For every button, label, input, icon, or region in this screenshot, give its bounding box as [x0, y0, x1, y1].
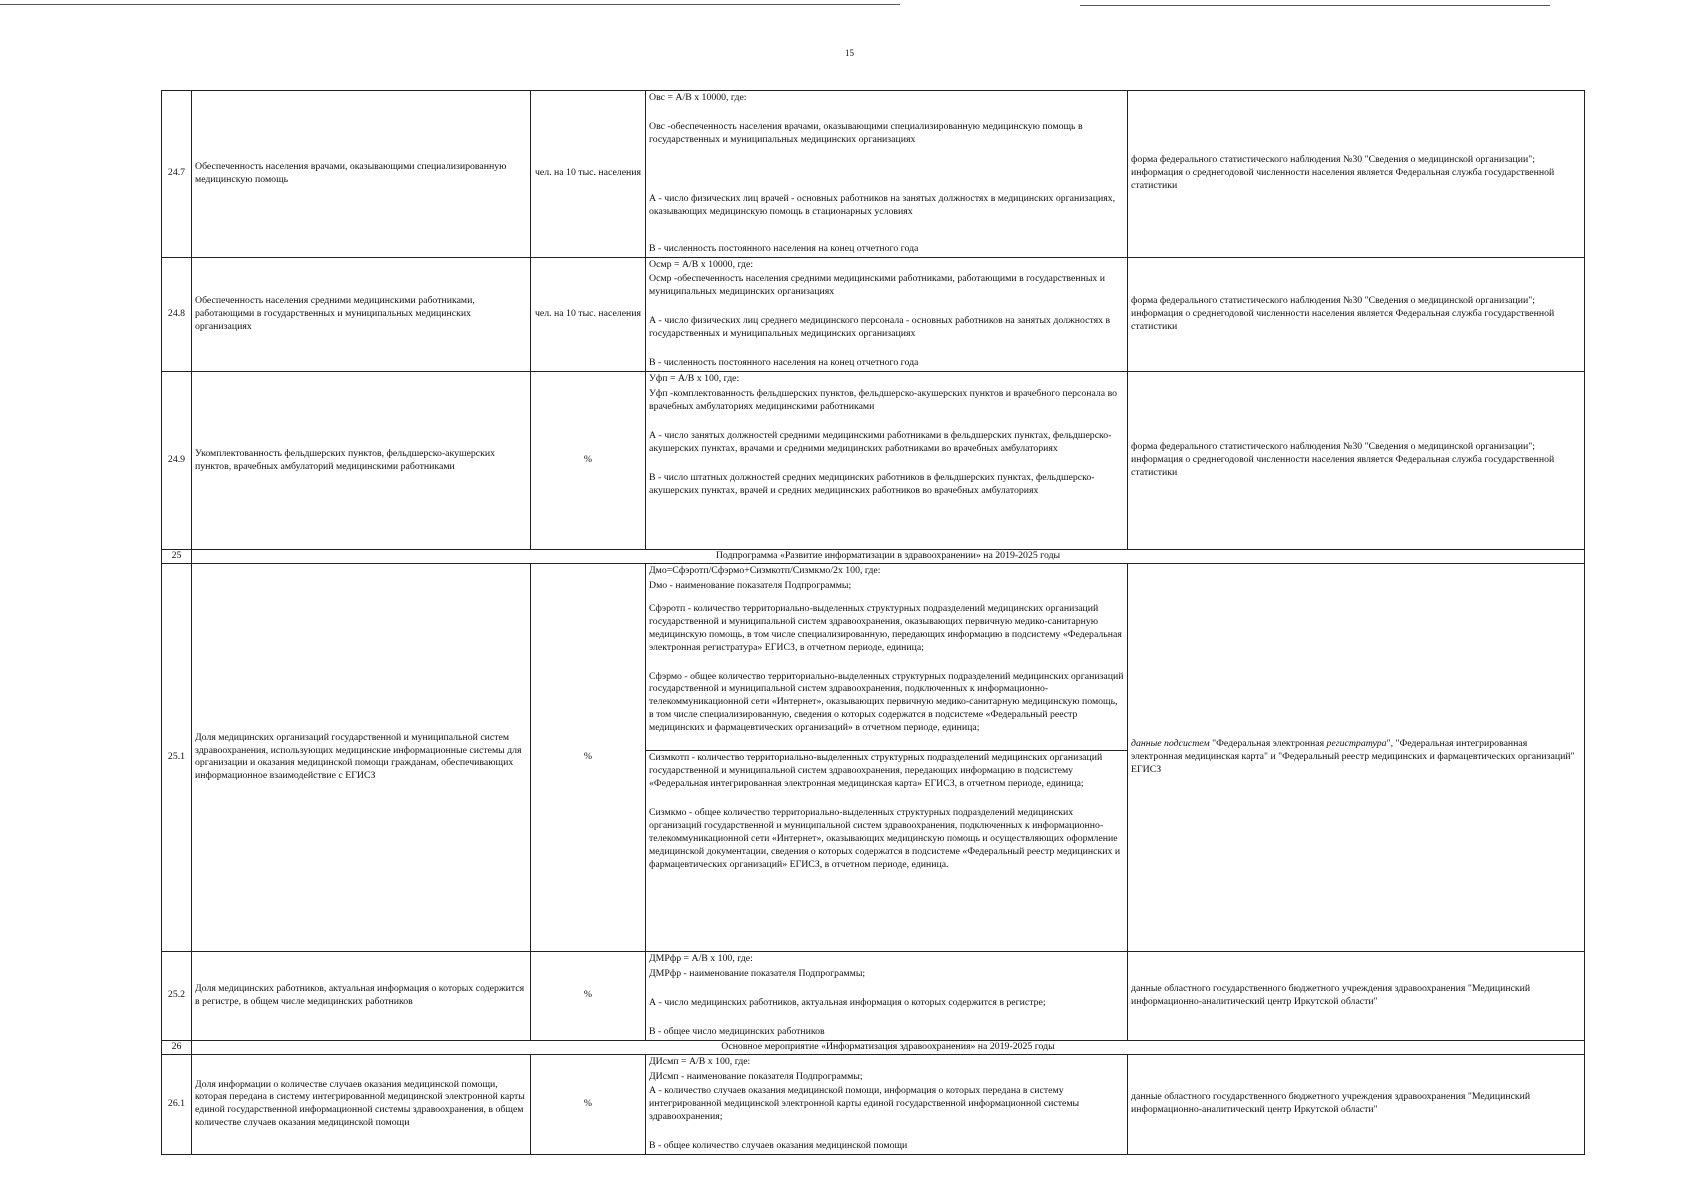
indicator-name: Доля информации о количестве случаев оказания медицинской помощи, которая передана в систему интегрированной медицинской электронной карты единой государственной информационной системы здравоохранения, в общем количестве случаев оказания медицинской помощи [192, 1054, 531, 1155]
formula-line: Осмр -обеспеченность населения средними медицинскими работниками, работающими в государственных и муниципальных медицинских организациях [649, 273, 1105, 298]
row-number: 24.9 [162, 372, 192, 550]
unit-of-measure: чел. на 10 тыс. населения [531, 257, 646, 372]
data-source: форма федерального статистического наблюдения №30 "Сведения о медицинской организации"; информация о среднегодовой численности населения является Федеральная служба государственной статистики [1128, 372, 1585, 550]
scan-line [0, 4, 900, 5]
formula-line: Овс = А/В х 10000, где: [649, 92, 747, 103]
formula-line: В - численность постоянного населения на конец отчетного года [649, 242, 919, 254]
section-number: 26 [162, 1040, 192, 1054]
page-number: 15 [845, 48, 854, 58]
calculation-method [646, 372, 1128, 550]
formula-line: Уфп = А/В х 100, где: [649, 373, 740, 385]
data-source: данные подсистем "Федеральная электронная регистратура", "Федеральная интегрированная электронная медицинская карта" и "Федеральный реестр медицинских и фармацевтических организаций" ЕГИСЗ [1128, 563, 1585, 951]
row-number: 25.1 [162, 563, 192, 951]
formula-line: А - число медицинских работников, актуальная информация о которых содержится в регистре; [649, 996, 1046, 1008]
table-row [162, 257, 1585, 372]
unit-of-measure: чел. на 10 тыс. населения [531, 91, 646, 258]
unit-of-measure: % [531, 1054, 646, 1155]
indicator-name: Доля медицинских работников, актуальная информация о которых содержится в регистре, в общем числе медицинских работников [192, 951, 531, 1040]
formula-line: А - число занятых должностей средними медицинскими работниками в фельдшерских пунктах, фельдшерско-акушерских пунктах, врачами и средними медицинских работниками во врачебных амбулаториях [649, 429, 1112, 454]
row-number: 25.2 [162, 951, 192, 1040]
formula-line: ДМРфр - наименование показателя Подпрограммы; [649, 967, 866, 979]
unit-of-measure: % [531, 563, 646, 951]
row-number: 24.7 [162, 91, 192, 258]
section-row [162, 550, 1585, 564]
row-number: 24.8 [162, 257, 192, 372]
table-row [162, 951, 1585, 1040]
table-row [162, 1054, 1585, 1155]
section-number: 25 [162, 550, 192, 564]
calculation-method [646, 91, 1128, 258]
scan-line [1080, 5, 1550, 6]
indicator-name: Обеспеченность населения врачами, оказывающими специализированную медицинскую помощь [192, 91, 531, 258]
indicator-name: Укомплектованность фельдшерских пунктов, фельдшерско-акушерских пунктов, врачебных амбулаторий медицинскими работниками [192, 372, 531, 550]
formula-line: Сизмкотп - количество территориально-выделенных структурных подразделений медицинских организаций государственной и муниципальной систем здравоохранения, передающих информацию в подсистему «Федеральная интегрированная электронная медицинская карта» ЕГИСЗ, в отчетном периоде, единица; [646, 750, 1127, 792]
calculation-method [646, 1054, 1128, 1155]
formula-line: В - общее число медицинских работников [649, 1025, 825, 1037]
formula-line: В - численность постоянного населения на конец отчетного года [649, 357, 919, 369]
table-row [162, 563, 1585, 951]
indicator-name: Доля медицинских организаций государственной и муниципальной систем здравоохранения, использующих медицинские информационные системы для организации и оказания медицинской помощи гражданам, обеспечивающих информационное взаимодействие с ЕГИСЗ [192, 563, 531, 951]
formula-line: ДМРфр = А/В х 100, где: [649, 952, 753, 964]
calculation-method [646, 257, 1128, 372]
formula-line: ДИсмп - наименование показателя Подпрограммы; [649, 1070, 863, 1082]
data-source: данные областного государственного бюджетного учреждения здравоохранения "Медицинский информационно-аналитический центр Иркутской области" [1128, 951, 1585, 1040]
data-source: форма федерального статистического наблюдения №30 "Сведения о медицинской организации"; информация о среднегодовой численности населения является Федеральная служба государственной статистики [1128, 257, 1585, 372]
unit-of-measure: % [531, 372, 646, 550]
formula-line: Сфэрмо - общее количество территориально-выделенных структурных подразделений медицинских организаций государственной и муниципальной систем здравоохранения, подключенных к информационно-телекоммуникационной сети «Интернет», оказывающих первичную медико-санитарную медицинскую помощь, в том числе специализированную, сведения о которых содержатся в подсистеме «Федеральный реестр медицинских и фармацевтических организаций» в отчетном периоде, единица; [649, 670, 1124, 734]
unit-of-measure: % [531, 951, 646, 1040]
formula-line: Овс -обеспеченность населения врачами, оказывающими специализированную медицинскую помощь в государственных и муниципальных медицинских организациях [649, 120, 1083, 145]
formula-line: Дмо=Сфэротп/Сфэрмо+Сизмкотп/Сизмкмо/2х 100, где: [649, 564, 881, 576]
indicator-table [161, 90, 1585, 1155]
table-row [162, 372, 1585, 550]
data-source-italic: данные подсистем [1131, 738, 1210, 750]
table-row [162, 91, 1585, 258]
data-source: форма федерального статистического наблюдения №30 "Сведения о медицинской организации"; информация о среднегодовой численности населения является Федеральная служба государственной статистики [1128, 91, 1585, 258]
formula-line: Сизмкмо - общее количество территориально-выделенных структурных подразделений медицинских организаций государственной и муниципальной систем здравоохранения, подключенных к информационно-телекоммуникационной сети «Интернет», оказывающих медицинскую помощь и осуществляющих оформление медицинской документации, сведения о которых содержатся в подсистеме «Федеральный реестр медицинских и фармацевтических организаций» ЕГИСЗ, в отчетном периоде, единица. [649, 806, 1121, 870]
section-title: Подпрограмма «Развитие информатизации в здравоохранении» на 2019-2025 годы [192, 550, 1585, 564]
indicator-name: Обеспеченность населения средними медицинскими работниками, работающими в государственных и муниципальных медицинских организациях [192, 257, 531, 372]
formula-line: А - число физических лиц среднего медицинского персонала - основных работников на занятых должностях в государственных и муниципальных медицинских организациях [649, 315, 1111, 340]
formula-line: А - число физических лиц врачей - основных работников на занятых должностях в медицинских организациях, оказывающих медицинскую помощь в стационарных условиях [649, 192, 1116, 217]
formula-line: Dмо - наименование показателя Подпрограммы; [649, 579, 852, 591]
formula-line: Уфп -комплектованность фельдшерских пунктов, фельдшерско-акушерских пунктов и врачебного персонала во врачебных амбулаториях медицинскими работниками [649, 387, 1118, 412]
calculation-method [646, 951, 1128, 1040]
formula-line: В - общее количество случаев оказания медицинской помощи [649, 1140, 908, 1152]
formula-line: Осмр = А/В х 10000, где: [649, 258, 754, 270]
formula-line: ДИсмп = А/В х 100, где: [649, 1055, 751, 1067]
formula-line: А - количество случаев оказания медицинской помощи, информация о которых передана в систему интегрированной медицинской электронной карты единой государственной информационной системы здравоохранения; [649, 1085, 1080, 1123]
formula-line: Сфэротп - количество территориально-выделенных структурных подразделений медицинских организаций государственной и муниципальной систем здравоохранения, оказывающих первичную медико-санитарную медицинскую помощь, в том числе специализированную, передающих информацию в подсистему «Федеральная электронная регистратура» ЕГИСЗ, в отчетном периоде, единица; [649, 602, 1122, 653]
calculation-method [646, 563, 1128, 951]
row-number: 26.1 [162, 1054, 192, 1155]
section-title: Основное мероприятие «Информатизация здравоохранения» на 2019-2025 годы [192, 1040, 1585, 1054]
data-source: данные областного государственного бюджетного учреждения здравоохранения "Медицинский информационно-аналитический центр Иркутской области" [1128, 1054, 1585, 1155]
formula-line: В - число штатных должностей средних медицинских работников в фельдшерских пунктах, фельдшерско-акушерских пунктах, врачей и средних медицинских работников во врачебных амбулаториях [649, 471, 1095, 496]
section-row [162, 1040, 1585, 1054]
